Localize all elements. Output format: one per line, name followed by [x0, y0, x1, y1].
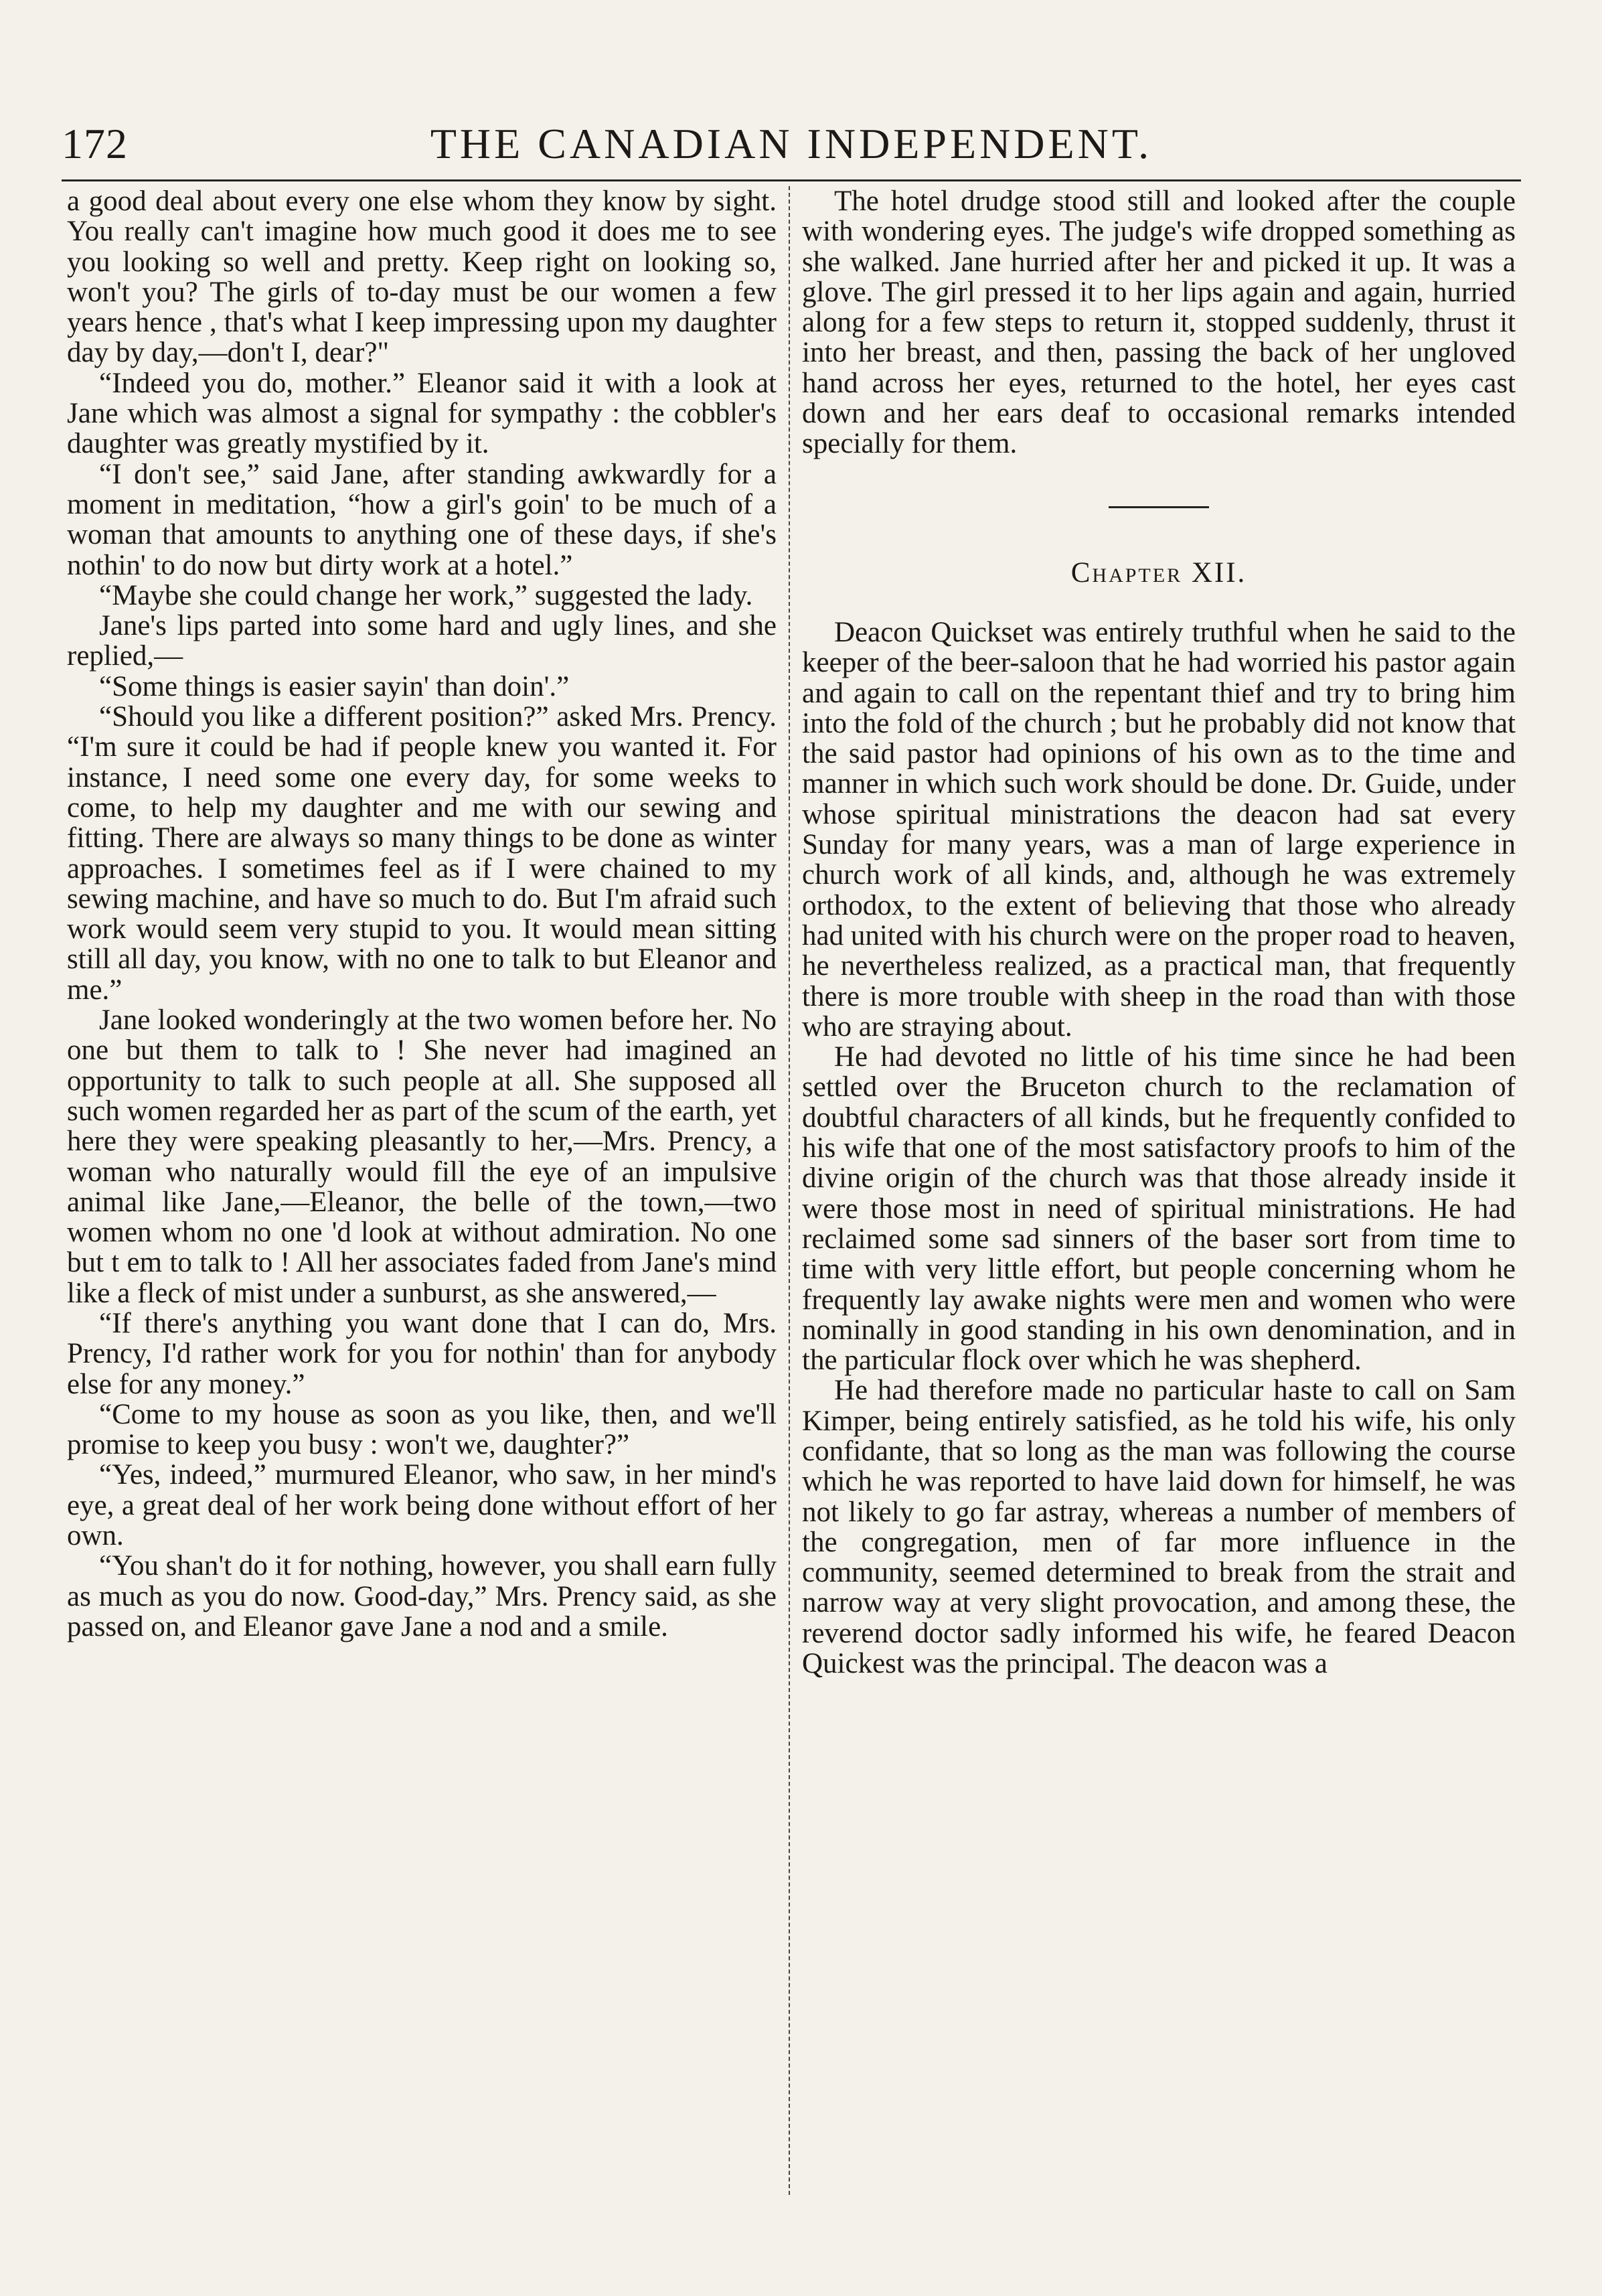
paragraph: Deacon Quickset was entirely truthful when he said to the keeper of the beer-saloon that he had worried his pastor again and again to call on the repentant thief and try to bring him into the fold of the church ; but he probably did not know that the said pastor had opinions of his own as to the time and manner in which such work should be done. Dr. Guide, under whose spiritual ministrations the deacon had sat every Sunday for many years, was a man of large experience in church work of all kinds, and, although he was extremely orthodox, to the extent of believing that those who already had united with his church were on the proper road to heaven, he nevertheless realized, as a practical man, that frequently there is more trouble with sheep in the road than with those who are straying about.: [802, 616, 1516, 1043]
paragraph: The hotel drudge stood still and looked after the couple with wondering eyes. The judge's wife dropped something as she walked. Jane hurried after her and picked it up. It was a glove. The girl pressed it to her lips again and again, hurried along for a few steps to return it, stopped suddenly, thrust it into her breast, and then, passing the back of her ungloved hand across her eyes, returned to the hotel, her eyes cast down and her ears deaf to occasional remarks intended specially for them.: [802, 185, 1516, 460]
paragraph: “Come to my house as soon as you like, then, and we'll promise to keep you busy : won't we, daughter?”: [67, 1398, 777, 1461]
column-divider: [789, 186, 790, 2195]
paragraph: a good deal about every one else whom they know by sight. You really can't imagine how much good it does me to see you looking so well and pretty. Keep right on looking so, won't you? The girls of to-day must be our women a few years hence , that's what I keep impressing upon my daughter day by day,—don't I, dear?": [67, 185, 777, 369]
paragraph: Jane looked wonderingly at the two women before her. No one but them to talk to ! She never had imagined an opportunity to talk to such people at all. She supposed all such women regarded her as part of the scum of the earth, yet here they were speaking pleasantly to her,—Mrs. Prency, a woman who naturally would fill the eye of an impulsive animal like Jane,—Eleanor, the belle of the town,—two women whom no one 'd look at without admiration. No one but t em to talk to ! All her associates faded from Jane's mind like a fleck of mist under a sunburst, as she answered,—: [67, 1004, 777, 1309]
left-column: [67, 186, 777, 1642]
paragraph: “Some things is easier sayin' than doin'.”: [99, 670, 570, 702]
right-column: [802, 186, 1516, 1679]
paragraph: “Yes, indeed,” murmured Eleanor, who saw, in her mind's eye, a great deal of her work being done without effort of her own.: [67, 1459, 777, 1552]
paragraph: Jane's lips parted into some hard and ugly lines, and she replied,—: [67, 610, 777, 672]
paragraph: “I don't see,” said Jane, after standing awkwardly for a moment in meditation, “how a girl's goin' to be much of a woman that amounts to anything one of these days, if she's nothin' to do now but dirty work at a hotel.”: [67, 458, 777, 581]
paragraph: “If there's anything you want done that I can do, Mrs. Prency, I'd rather work for you for nothin' than for anybody else for any money.”: [67, 1307, 777, 1400]
paragraph: He had therefore made no particular haste to call on Sam Kimper, being entirely satisfied, as he told his wife, his only confidante, that so long as the man was following the course which he was reported to have laid down for himself, he was not likely to go far astray, whereas a number of members of the congregation, men of far more influence in the community, seemed determined to break from the strait and narrow way at very slight provocation, and among these, the reverend doctor sadly informed his wife, he feared Deacon Quickest was the principal. The deacon was a: [802, 1375, 1516, 1680]
running-title: THE CANADIAN INDEPENDENT.: [430, 120, 1153, 167]
page-number: 172: [62, 120, 128, 167]
section-ornament-rule: [1109, 506, 1209, 508]
page-header: [62, 119, 1521, 179]
paragraph: “Should you like a different position?” asked Mrs. Prency. “I'm sure it could be had if people knew you wanted it. For instance, I need some one every day, for some weeks to come, to help my daughter and me with our sewing and fitting. There are always so many things to be done as winter approaches. I sometimes feel as if I were chained to my sewing machine, and have so much to do. But I'm afraid such work would seem very stupid to you. It would mean sitting still all day, you know, with no one to talk to but Eleanor and me.”: [67, 701, 777, 1006]
paragraph: He had devoted no little of his time since he had been settled over the Bruceton church to the reclamation of doubtful characters of all kinds, but he frequently confided to his wife that one of the most satisfactory proofs to him of the divine origin of the church was that those already inside it were those most in need of spiritual ministrations. He had reclaimed some sad sinners of the baser sort from time to time with very little effort, but people concerning whom he frequently lay awake nights were men and women who were nominally in good standing in his own denomination, and in the particular flock over which he was shepherd.: [802, 1041, 1516, 1377]
paragraph: “Maybe she could change her work,” suggested the lady.: [99, 579, 753, 611]
paragraph: “Indeed you do, mother.” Eleanor said it with a look at Jane which was almost a signal for sympathy : the cobbler's daughter was greatly mystified by it.: [67, 367, 777, 460]
chapter-heading: Chapter XII.: [1070, 556, 1247, 589]
header-rule: [62, 179, 1521, 181]
paragraph: “You shan't do it for nothing, however, you shall earn fully as much as you do now. Good-day,” Mrs. Prency said, as she passed on, and Eleanor gave Jane a nod and a smile.: [67, 1550, 777, 1642]
